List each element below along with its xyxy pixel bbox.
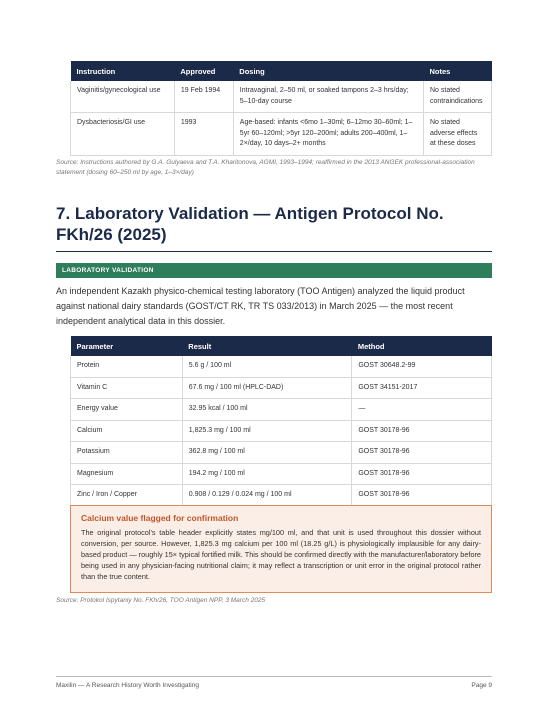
source-note: Source: Protokol Ispytaniy No. FKh/26, TOO Antigen NPP, 3 March 2025	[56, 597, 266, 604]
table-cell: Energy value	[71, 399, 183, 421]
table-row	[71, 81, 492, 113]
table-cell: 1993	[174, 113, 233, 156]
table-cell: 0.908 / 0.129 / 0.024 mg / 100 ml	[182, 485, 352, 507]
table-cell: Age-based: infants <6mo 1–30ml; 6–12mo 30–60ml; 1–5yr 60–120ml; >5yr 120–200ml; adults 200–400ml, 1–2×/day, 10 days–2+ months	[233, 113, 423, 156]
calcium-warning-callout	[70, 505, 492, 593]
table-cell: Protein	[71, 356, 183, 377]
col-header-instruction: Instruction	[71, 61, 175, 81]
lab-results-table	[70, 336, 492, 507]
callout-body: The original protocol's table header explicitly states mg/100 ml, and that unit is used throughout this dossier without conversion, per source. However, 1,825.3 mg calcium per 100 ml (18.25 g/L) is physiologically implausible for any dairy-based product — roughly 15× typical fortified milk. This should be confirmed directly with the manufacturer/laboratory before being used in any physician-facing nutritional claim; it may reflect a transcription or unit error in the original protocol rather than the true content.	[81, 528, 481, 581]
table-cell: GOST 30178-96	[352, 485, 492, 507]
table-row	[71, 113, 492, 156]
table-row	[71, 356, 492, 377]
col-header-result: Result	[182, 336, 352, 356]
table-cell: Calcium	[71, 420, 183, 442]
table-cell: Potassium	[71, 442, 183, 464]
table-cell: 19 Feb 1994	[174, 81, 233, 113]
table-cell: Vaginitis/gynecological use	[71, 81, 175, 113]
table-cell: No stated adverse effects at these doses	[423, 113, 491, 156]
table-row	[71, 399, 492, 421]
footer-divider	[56, 676, 492, 677]
table-cell: 362.8 mg / 100 ml	[182, 442, 352, 464]
callout-title: Calcium value flagged for confirmation	[81, 513, 239, 523]
table-cell: 32.95 kcal / 100 ml	[182, 399, 352, 421]
col-header-notes: Notes	[423, 61, 491, 81]
table-header-row	[71, 336, 492, 356]
section-banner: LABORATORY VALIDATION	[56, 263, 492, 278]
table-row	[71, 485, 492, 507]
col-header-approved: Approved	[174, 61, 233, 81]
footer-title: Maxilin — A Research History Worth Investigating	[56, 682, 199, 689]
col-header-method: Method	[352, 336, 492, 356]
table-cell: No stated contraindications	[423, 81, 491, 113]
table-row	[71, 463, 492, 485]
table-cell: —	[352, 399, 492, 421]
table-cell: Zinc / Iron / Copper	[71, 485, 183, 507]
table-cell: 67.6 mg / 100 ml (HPLC-DAD)	[182, 377, 352, 399]
section-title: 7. Laboratory Validation — Antigen Protocol No. FKh/26 (2025)	[56, 204, 444, 244]
source-note: Source: Instructions authored by G.A. Gulyaeva and T.A. Kharitonova, AGMI, 1993–1994; reaffirmed in the 2013 ANGEK professional-association statement (dosing 60–250 ml by age, 1–3×/day)	[56, 159, 475, 176]
table-cell: Vitamin C	[71, 377, 183, 399]
intro-paragraph: An independent Kazakh physico-chemical testing laboratory (TOO Antigen) analyzed the liquid product against national dairy standards (GOST/CT RK, TR TS 033/2013) in March 2025 — the most recent independent analytical data in this dossier.	[56, 286, 465, 326]
table-cell: 5.6 g / 100 ml	[182, 356, 352, 377]
table-row	[71, 377, 492, 399]
instruction-table	[70, 61, 492, 156]
table-row	[71, 420, 492, 442]
table-cell: GOST 34151-2017	[352, 377, 492, 399]
table-header-row	[71, 61, 492, 81]
table-cell: 1,825.3 mg / 100 ml	[182, 420, 352, 442]
section-divider	[56, 251, 492, 252]
table-cell: GOST 30178-96	[352, 442, 492, 464]
table-cell: Intravaginal, 2–50 ml, or soaked tampons 2–3 hrs/day; 5–10-day course	[233, 81, 423, 113]
table-row	[71, 442, 492, 464]
table-cell: Magnesium	[71, 463, 183, 485]
table-cell: GOST 30648.2-99	[352, 356, 492, 377]
table-cell: 194.2 mg / 100 ml	[182, 463, 352, 485]
col-header-dosing: Dosing	[233, 61, 423, 81]
table-cell: GOST 30178-96	[352, 463, 492, 485]
table-cell: GOST 30178-96	[352, 420, 492, 442]
col-header-parameter: Parameter	[71, 336, 183, 356]
page-number: Page 9	[471, 682, 492, 689]
table-cell: Dysbacteriosis/GI use	[71, 113, 175, 156]
